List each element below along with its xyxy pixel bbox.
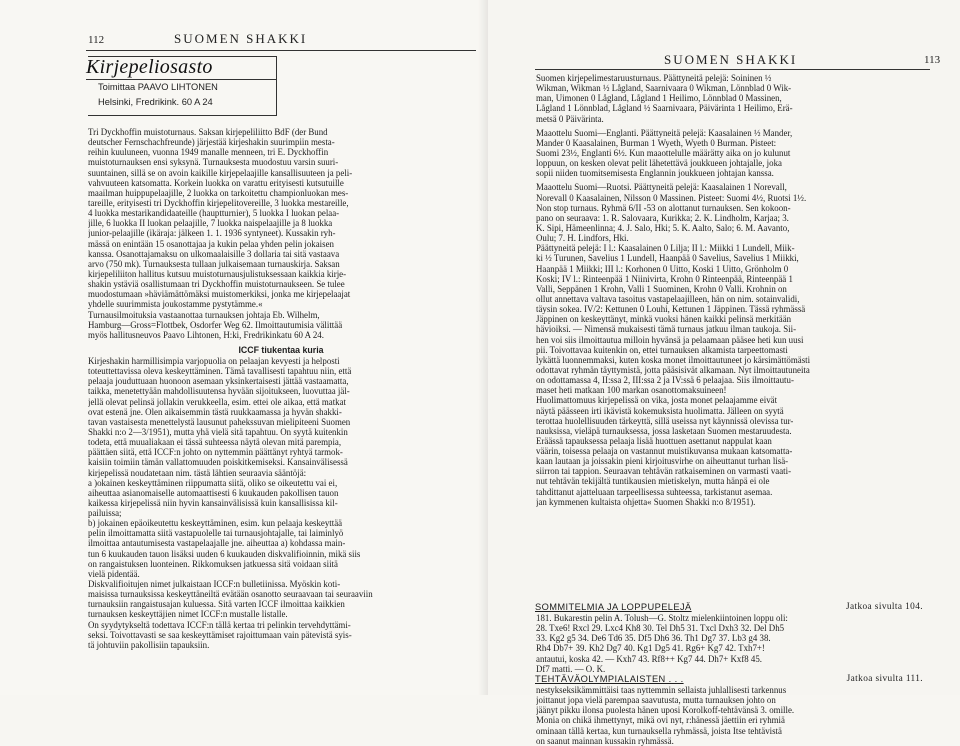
text-line: shakin ystäviä osallistumaan tri Dyckhoffin muistoturnaukseen. Se tulee (88, 279, 345, 290)
games-text (536, 613, 928, 674)
page-number-left: 112 (88, 34, 105, 46)
text-line: Tri Dyckhoffin muistoturnaus. Saksan kirjepeliliitto BdF (der Bund (88, 127, 328, 137)
running-head-left: SUOMEN SHAKKI (174, 31, 308, 46)
text-line: junior-pelaajille (ikäraja: jälkeen 1. 1. 1936 syntyneet). Kussakin ryh- (88, 228, 336, 239)
text-line: tahdittanut ajatteluaan tarpeellisessa suhteessa, tarkistanut asemaa. (536, 486, 773, 497)
text-line: tä johtuviin pakollisiin tapauksiin. (88, 639, 210, 650)
text-line: Wikman, Wikman ½ Lågland, Saarnivaara 0 Wikman, Lönnblad 0 Wik- (536, 83, 792, 94)
text-line: ollut annettava valtava tasoitus vastapelaajilleen, hän on nim. sotainvalidi, (536, 293, 800, 304)
text-line: Diskvalifioitujen nimet julkaistaan ICCF:n bulletiinissa. Myöskin koti- (88, 579, 341, 590)
text-line: myös hallitusneuvos Paavo Lihtonen, H:ki, Fredrikinkatu 60 A 24. (88, 329, 324, 340)
column-title-rule (86, 79, 276, 80)
text-line: maisissa turnauksissa keskeyttäneiltä evätään osanotto seuraavaan tai seuraaviin (88, 589, 373, 600)
text-line: vielä pidentää. (88, 568, 140, 579)
text-line: Jäppinen on keskeyttänyt, minkä vuoksi hänen kaikki pelinsä merkitään (536, 314, 792, 325)
text-line: Hamburg—Gross=Flottbek, Osdorfer Weg 62. Ilmoittautumisia välittää (88, 319, 343, 330)
right-article-text (536, 73, 928, 507)
text-line: K. Sipi, Hämeenlinna; 4. J. Salo, Hki; 5. K. Aalto, Salo; 6. M. Aavanto, (536, 222, 790, 233)
text-line: b) jokainen epäoikeutettu keskeyttäminen, esim. kun pelaaja keskeyttää (88, 518, 343, 529)
text-line: sopii niiden tuomitsemisesta Englannin joukkueen johtajan kanssa. (536, 168, 774, 179)
right-page (488, 0, 960, 695)
text-line: on rangaistuksen luonteinen. Rikkomuksen jatkuessa sitä voidaan siitä (88, 558, 338, 569)
games-section-title: SOMMITELMIA JA LOPPUPELEJÄ (535, 602, 692, 612)
text-line: odottavat ryhmän täyttymistä, jotta pääsisivät alkamaan. Nyt ilmoittautuneita (536, 364, 810, 375)
text-line: 28. Txe6! Rxcl 29. Lxc4 Kh8 30. Tel Dh5 31. Txcl Dxh3 32. Del Dh5 (536, 623, 785, 634)
text-line: ovat estenä jne. Olen aikaisemmin tästä ruukkaamassa ja hyvän shakki- (88, 406, 342, 417)
text-line: päättäen siitä, että ICCF:n johto on nyttemmin päättänyt ryhtyä tarmok- (88, 447, 343, 458)
text-line: 181. Bukarestin pelin A. Tolush—G. Stoltz mielenkiintoinen loppu oli: (536, 613, 788, 623)
text-line: jille, 6 luokka II luokan pelaajille, 7 luokka naispelaajille ja 8 luokka (88, 218, 333, 229)
problems-text (536, 685, 928, 746)
text-line: tavan vastaisesta menettelystä lausunut pahekssuvan mielipiteeni Suomen (88, 416, 351, 427)
text-line: Haanpää 1 Miikki; III l.: Korhonen 0 Uitto, Koski 1 Uitto, Grönholm 0 (536, 263, 789, 274)
text-line: ki ½ Turunen, Savelius 1 Lundell, Haanpää 0 Savelius, Savelius 1 Miikki, (536, 253, 799, 264)
text-line: täysin sokea. IV/2: Kettunen 0 Louhi, Kettunen 1 Jäppinen. Tässä ryhmässä (536, 304, 806, 315)
text-line: Suomen kirjepelimestaruusturnaus. Päättyneitä pelejä: Soininen ½ (536, 73, 772, 83)
text-line: Mander 0 Kaasalainen, Burman 1 Wyeth, Wyeth 0 Burman. Pisteet: (536, 137, 777, 148)
text-line: arvo (750 mk). Turnauksesta tullaan julkaisemaan turnauskirja. Saksan (88, 258, 340, 269)
text-line: nauksissa, vieläpä turnauksessa, jossa lasketaan Suomen mestaruudesta. (536, 425, 792, 436)
text-line: yhdelle suurimmista joukostamme pystytämme.« (88, 299, 263, 310)
text-line: Kirjeshakin harmillisimpia varjopuolia on pelaajan kevyesti ja helposti (88, 355, 340, 366)
games-section-note: Jatkoa sivulta 104. (845, 602, 923, 612)
text-line: Valli, Seppänen 1 Krohn, Valli 1 Suominen, Krohn 0 Valli. Krohnin on (536, 283, 787, 294)
text-line: kirjepelissä noudatetaan nim. tästä lähtien seuraavia sääntöjä: (88, 467, 307, 478)
text-line: vahvuuteen katsomatta. Korkein luokka on varattu erityisesti kutsutuille (88, 177, 344, 188)
text-line: jan kymmenen kultaista ohjetta« Suomen Shakki n:o 8/1951). (536, 496, 756, 507)
header-rule-right (535, 69, 930, 70)
column-address: Helsinki, Fredrikink. 60 A 24 (98, 97, 213, 107)
column-editor: Toimittaa PAAVO LIHTONEN (98, 82, 218, 92)
text-line: Maaottelu Suomi—Englanti. Päättyneitä pelejä: Kaasalainen ½ Mander, (536, 127, 793, 138)
text-line: 33. Kg2 g5 34. De6 Td6 35. Df5 Dh6 36. Th1 Dg7 37. Lb3 g4 38. (536, 633, 771, 644)
text-line: Oulu; 7. H. Lindfors, Hki. (536, 233, 629, 244)
text-line: Df7 matti. — O. K. (536, 663, 606, 674)
running-head-right: SUOMEN SHAKKI (664, 52, 798, 67)
text-line: jäänyt pikku ilonsa puolesta hänen uposi Korolkoff-tehtävänsä 3. omille. (536, 705, 795, 716)
left-page (0, 0, 488, 695)
text-line: 4 luokka mestarikandidaateille (hauptturnier), 5 luokka I luokan pelaa- (88, 208, 340, 219)
text-line: Non stop turnaus. Ryhmä 6/II -53 on alottanut turnauksen. Sen kokoon- (536, 202, 791, 213)
text-line: maset heti matkaan 100 markan osanottomaksuineen! (536, 385, 727, 396)
text-line: kaisiin toimiin tämän vallattomuuden poiskitkemiseksi. Kansainvälisessä (88, 457, 348, 468)
text-line: maailman huippupelaajille, 2 luokka on tarkoitettu championluokan mes- (88, 187, 349, 198)
text-line: kanssa. Osanottajamaksu on ulkomaalaisille 3 dollaria tai sitä vastaava (88, 248, 340, 259)
column-title: Kirjepeliosasto (86, 56, 213, 78)
text-line: kaan lautaan ja joissakin pieni kirjoitusvirhe on aiheuttanut turhan lisä- (536, 456, 789, 467)
text-line: Rh4 Db7+ 39. Kh2 Dg7 40. Kg1 Dg5 41. Rg6+ Kg7 42. Txh7+! (536, 643, 765, 654)
problems-section-header (535, 674, 923, 684)
text-line: muodostumaan »häviämättömäksi muistomerkiksi, jonka me kirjepelaajat (88, 289, 351, 300)
text-line: ominaan tällä kertaa, kun turnauksella ryhmässä, joista Itse tehtävistä (536, 725, 782, 736)
text-line: reihin kuuluneen, vuonna 1949 manalle menneen, tri E. Dyckhoffin (88, 147, 329, 158)
text-line: toteuttettavissa oleva keskeyttäminen. Tämä tavallisesti tapahtuu niin, että (88, 366, 352, 377)
text-line: metsä 0 Päivärinta. (536, 113, 604, 124)
text-line: tareille, erityisesti tri Dyckhoffin kirjepelitovereille, 3 luokka mestareille, (88, 197, 349, 208)
text-line: tun 6 kuukauden tauon lisäksi uuden 6 kuukauden diskvalifioinnin, mikä siis (88, 548, 361, 559)
text-line: Lågland 1 Lönnblad, Lågland ½ Saarnivaara, Päivärinta 1 Heilimo, Erä- (536, 103, 793, 114)
text-line: joittanut jopa vielä parempaa saavutusta, mutta turnauksen johto on (536, 695, 776, 706)
text-line: siirron tai tappion. Seuraavan tehtävän ratkaiseminen on varmasti vaati- (536, 466, 792, 477)
text-line: todeta, että muualiakaan ei tässä suhteessa näytä olevan mitä parempia, (88, 437, 342, 448)
text-line: väärin, toisessa pelaaja on vastannut muistikuvansa mukaan katsomatta- (536, 446, 793, 457)
text-line: kaikessa kirjepelissä niin hyvin kansainvälisissä kuin kansallisissa kil- (88, 497, 338, 508)
subheading: ICCF tiukentaa kuria (238, 344, 324, 355)
text-line: hen voi siis ilmoittautua milloin hyvänsä ja pelaamaan pääsee heti kun uusi (536, 334, 804, 345)
text-line: terottaa huolellisuuden tärkeyttä, sillä useissa nyt käynnissä olevissa tur- (536, 415, 794, 426)
text-line: Päättyneitä pelejä: I l.: Kaasalainen 0 Lilja; II l.: Miikki 1 Lundell, Miik- (536, 243, 795, 254)
header-rule-left (86, 50, 476, 51)
text-line: deutscher Fernschachfreunde) järjestää kirjeshakin suurimpiin mesta- (88, 137, 335, 148)
text-line: pii. Toivottavaa kuitenkin on, ettei turnauksen alkamista tarpeettomasti (536, 344, 788, 355)
games-section-header (535, 602, 923, 612)
text-line: jellä olevat pelinsä jollakin verukkeella, esim. ettei ole aikaa, että matkat (88, 396, 347, 407)
text-line: antautui, koska 42. — Kxh7 43. Rf8++ Kg7 44. Dh7+ Kxf8 45. (536, 653, 763, 664)
text-line: On syydytykseltä todettava ICCF:n tällä kertaa tri pelinkin tervehdyttämi- (88, 619, 351, 630)
text-line: pelin ilmoittamatta siitä vastapuolelle tai turnausjohtajalle, tai laiminlyö (88, 528, 344, 539)
left-article-text (88, 127, 474, 650)
text-line: Shakki n:o 2—3/1951), mutta yhä vielä sitä tapahtuu. On syytä kuitenkin (88, 426, 348, 437)
text-line: Koski; IV l.: Rinteenpää 1 Niinivirta, Krohn 0 Rinteenpää, Rinteenpää 1 (536, 273, 793, 284)
text-line: Norevall 0 Kaasalainen, Nilsson 0 Massinen. Pisteet: Suomi 4½, Ruotsi 1½. (536, 192, 807, 203)
text-line: seksi. Toivottavasti se saa keskeyttämiset rajoittumaan vain pätevistä syis- (88, 629, 352, 640)
problems-section-note: Jatkoa sivulta 111. (846, 674, 923, 684)
text-line: näytä päässeen irti ikävistä kokemuksista huolimatta. Jälleen on syytä (536, 405, 784, 416)
text-line: man, Uimonen 0 Lågland, Lågland 1 Heilimo, Lönnblad 0 Massinen, (536, 93, 782, 104)
text-line: on saanut mainnan kussakin ryhmässä. (536, 735, 674, 746)
text-line: ilmoittaa antautumisesta vastapelaajalle jne. aiheuttaa a) kohdassa main- (88, 538, 346, 549)
text-line: Turnausilmoituksia vastaanottaa turnauksen johtaja Eb. Wilhelm, (88, 309, 320, 320)
text-line: turnauksiin rangaistusajan kuluessa. Sitä varten ICCF ilmoittaa kaikkien (88, 599, 345, 610)
text-line: hävioiksi. — Nimensä mukaisesti tämä turnaus jatkuu ilman taukoja. Sii- (536, 324, 797, 335)
text-line: turnauksen keskeyttäjien nimet ICCF:n mustalle listalle. (88, 609, 288, 620)
text-line: muistoturnauksen ensi syksynä. Turnauksesta muodostuu varsin suuri- (88, 157, 339, 168)
text-line: on odottamassa 4, II:ssa 2, III:ssa 2 ja IV:ssä 6 pelaajaa. Siis ilmoittautu- (536, 375, 794, 386)
text-line: Eräässä tapauksessa pelaaja lisää huottuen asettanut nappulat kaan (536, 435, 772, 446)
text-line: lykättä luonnemmaksi, kuten koska monet ilmoittautuneet jo kärsimättömästi (536, 354, 811, 365)
text-line: pailuissa; (88, 508, 122, 519)
problems-section-title: TEHTÄVÄOLYMPIALAISTEN . . . (535, 674, 684, 684)
text-line: loppuun, on kesken olevat pelit lähetettävä joukkueen johtajalle, joka (536, 158, 782, 169)
text-line: Huolimattomuus kirjepelissä on vika, josta monet pelaajamme eivät (536, 395, 778, 406)
text-line: aiheuttaa asianomaiselle automaattisesti 6 kuukauden pakollisen tauon (88, 487, 339, 498)
text-line: Monia on chikä ihmettynyt, mikä ovi nyt, r:hänessä jäettiin eri ryhmiä (536, 715, 785, 726)
text-line: Suomi 23½, Englanti 6½. Kun maaottelulle määrätty aika on jo kulunut (536, 147, 791, 158)
text-line: a )okainen keskeyttäminen riippumatta siitä, oliko se oikeutettu vai ei, (88, 477, 338, 488)
text-line: taikka, menetettyään mahdollisuutensa hyvään sijoitukseen, luovuttaa jäl- (88, 386, 350, 397)
text-line: kirjepeliliiton hallitus kutsuu muistoturnausjulistuksessaan kaikkia kirje- (88, 268, 347, 279)
text-line: pano on seuraava: 1. R. Salovaara, Kurikka; 2. K. Lindholm, Karjaa; 3. (536, 212, 789, 223)
text-line: Maaottelu Suomi—Ruotsi. Päättyneitä pelejä: Kaasalainen 1 Norevall, (536, 182, 787, 193)
text-line: nestykseksikämmittäisi taas nyttemmin sellaista juhlallisesti tarkennus (536, 685, 787, 695)
text-line: mässä on enintään 15 osanottajaa ja kukin pelaa yhden pelin jokaisen (88, 238, 334, 249)
page-number-right: 113 (924, 54, 941, 66)
text-line: suuntainen, sillä se on avoin kaikille kirjepelaajille kansallisuuteen ja peli- (88, 167, 353, 178)
text-line: pelaaja jouduttuaan huonoon asemaan yksinkertaisesti jättää vastaamatta, (88, 376, 349, 387)
text-line: nut tehtävän tekijältä tuntikausien mietiskelyn, mutta hänpä ei ole (536, 476, 770, 487)
